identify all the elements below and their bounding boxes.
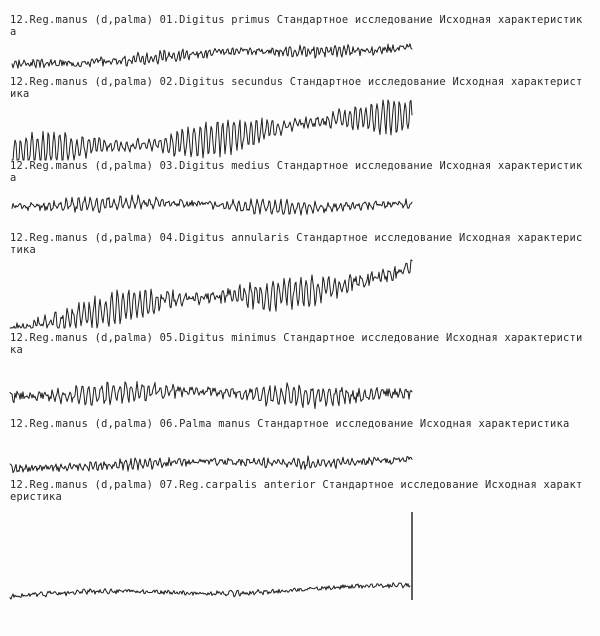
signal-trace-digitus-minimus bbox=[10, 382, 412, 409]
study-label: Стандартное исследование bbox=[257, 418, 414, 430]
baseline-label: Исходная характеристика bbox=[419, 418, 570, 430]
finger-label: 02.Digitus secundus bbox=[159, 76, 284, 88]
region-label: 12.Reg.manus (d,palma) bbox=[10, 479, 154, 491]
finger-label: 03.Digitus medius bbox=[159, 160, 271, 172]
signal-trace-digitus-primus bbox=[12, 44, 412, 68]
baseline-label: Исходная характеристика bbox=[10, 14, 583, 38]
signal-trace-digitus-secundus bbox=[12, 100, 412, 160]
study-label: Стандартное исследование bbox=[322, 479, 479, 491]
signal-trace-digitus-medius bbox=[12, 195, 412, 215]
study-label: Стандартное исследование bbox=[276, 160, 433, 172]
study-label: Стандартное исследование bbox=[289, 76, 446, 88]
signal-trace-reg-carpalis-anterior bbox=[10, 583, 410, 599]
finger-label: 05.Digitus minimus bbox=[159, 332, 277, 344]
region-label: 12.Reg.manus (d,palma) bbox=[10, 160, 154, 172]
study-label: Стандартное исследование bbox=[296, 232, 453, 244]
baseline-label: Исходная характеристика bbox=[10, 332, 583, 356]
finger-label: 07.Reg.carpalis anterior bbox=[159, 479, 316, 491]
region-label: 12.Reg.manus (d,palma) bbox=[10, 14, 154, 26]
baseline-label: Исходная характеристика bbox=[10, 479, 583, 503]
finger-label: 06.Palma manus bbox=[159, 418, 251, 430]
study-label: Стандартное исследование bbox=[276, 14, 433, 26]
region-label: 12.Reg.manus (d,palma) bbox=[10, 232, 154, 244]
region-label: 12.Reg.manus (d,palma) bbox=[10, 76, 154, 88]
finger-label: 01.Digitus primus bbox=[159, 14, 271, 26]
finger-label: 04.Digitus annularis bbox=[159, 232, 290, 244]
baseline-label: Исходная характеристика bbox=[10, 160, 583, 184]
region-label: 12.Reg.manus (d,palma) bbox=[10, 418, 154, 430]
region-label: 12.Reg.manus (d,palma) bbox=[10, 332, 154, 344]
signal-trace-palma-manus bbox=[10, 456, 412, 473]
study-label: Стандартное исследование bbox=[283, 332, 440, 344]
baseline-label: Исходная характеристика bbox=[10, 232, 583, 256]
signal-trace-digitus-annularis bbox=[10, 260, 412, 328]
baseline-label: Исходная характеристика bbox=[10, 76, 583, 100]
